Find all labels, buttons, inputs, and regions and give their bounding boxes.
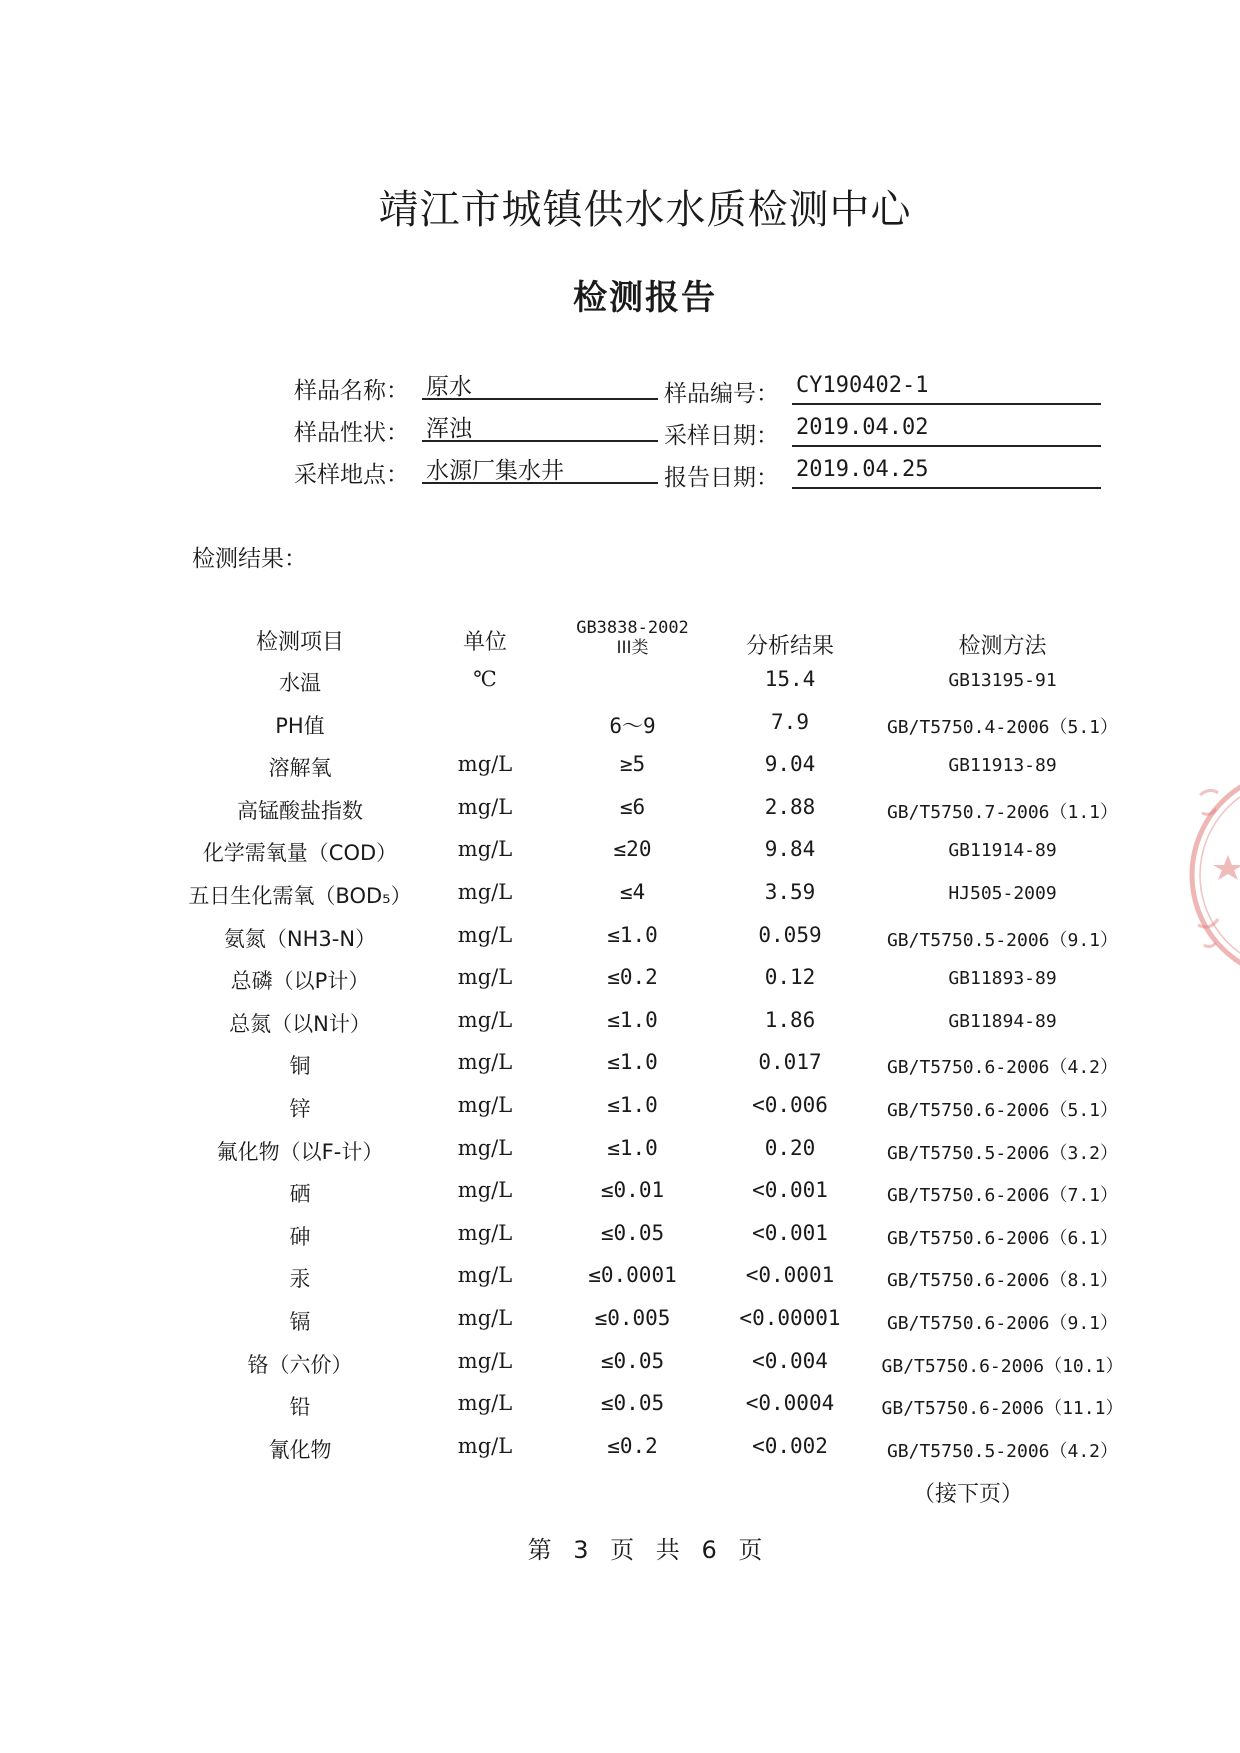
cell-standard: ≥5 [619, 752, 646, 777]
col-standard-header-line2: III类 [616, 638, 649, 658]
cell-standard: ≤1.0 [607, 1050, 658, 1075]
cell-method: GB11913-89 [948, 755, 1057, 777]
cell-standard: ≤0.005 [594, 1305, 671, 1330]
cell-unit: ℃ [473, 667, 497, 691]
cell-method: GB/T5750.5-2006（4.2） [886, 1440, 1119, 1462]
cell-unit: mg/L [457, 1220, 513, 1245]
page-number: 第 3 页 共 6 页 [527, 1536, 763, 1564]
cell-unit: mg/L [457, 1050, 513, 1075]
continued-note: （接下页） [913, 1482, 1024, 1507]
cell-standard: ≤0.05 [600, 1348, 665, 1373]
table-row [180, 667, 1080, 710]
table-row [180, 709, 1119, 753]
report-date-value: 2019.04.25 [792, 457, 1101, 489]
results-table [180, 615, 1124, 1476]
cell-item: 汞 [289, 1267, 311, 1292]
sampling-date-label: 采样日期： [664, 423, 779, 449]
cell-standard: ≤1.0 [607, 1135, 658, 1160]
cell-result: <0.004 [752, 1348, 828, 1373]
cell-standard: ≤1.0 [607, 922, 658, 947]
report-date-label: 报告日期： [664, 465, 779, 491]
cell-item: PH值 [275, 713, 325, 738]
cell-unit: mg/L [457, 1178, 513, 1203]
cell-method: GB/T5750.4-2006（5.1） [886, 716, 1119, 738]
cell-method: GB/T5750.6-2006（7.1） [886, 1185, 1119, 1207]
cell-result: <0.001 [752, 1178, 828, 1203]
cell-standard: ≤0.2 [607, 1433, 658, 1458]
sample-name-value: 原水 [422, 368, 658, 400]
table-row [180, 1391, 1124, 1434]
cell-result: <0.00001 [739, 1305, 841, 1330]
sampling-location-label: 采样地点： [294, 462, 409, 488]
cell-method: GB/T5750.6-2006（8.1） [886, 1270, 1119, 1292]
table-row [180, 1348, 1124, 1392]
cell-method: GB/T5750.6-2006（5.1） [886, 1099, 1119, 1121]
cell-item: 铬（六价） [247, 1352, 353, 1377]
table-row [180, 1220, 1119, 1264]
cell-result: 0.017 [758, 1050, 822, 1075]
cell-unit: mg/L [457, 1391, 513, 1416]
cell-unit: mg/L [457, 879, 513, 904]
cell-standard: ≤20 [613, 837, 652, 862]
cell-method: GB11914-89 [948, 840, 1057, 862]
cell-standard: ≤0.0001 [588, 1263, 677, 1288]
col-standard-header [550, 618, 715, 658]
cell-method: GB/T5750.6-2006（10.1） [881, 1355, 1124, 1377]
col-item-header: 检测项目 [255, 630, 344, 655]
cell-unit: mg/L [457, 1305, 513, 1330]
col-unit-header: 单位 [462, 630, 507, 655]
table-row [180, 1008, 1080, 1051]
col-standard-header-line1: GB3838-2002 [576, 618, 689, 638]
info-row-2 [0, 414, 1240, 450]
cell-unit: mg/L [457, 1007, 513, 1032]
table-row [180, 1135, 1119, 1179]
cell-result: 9.84 [764, 837, 816, 862]
cell-item: 高锰酸盐指数 [237, 798, 363, 823]
cell-result: 0.20 [764, 1135, 816, 1160]
table-header [180, 615, 1080, 667]
cell-unit: mg/L [457, 1348, 513, 1373]
cell-result: <0.002 [752, 1433, 828, 1458]
cell-result: 0.12 [764, 965, 816, 990]
cell-result: <0.006 [752, 1092, 828, 1117]
table-row [180, 1092, 1119, 1136]
table-row [180, 1433, 1119, 1477]
cell-item: 化学需氧量（COD） [202, 841, 398, 866]
cell-unit: mg/L [457, 837, 513, 862]
table-row [180, 1305, 1119, 1349]
table-body [180, 667, 1124, 1476]
cell-standard: ≤4 [619, 879, 646, 904]
cell-item: 氰化物 [268, 1437, 332, 1462]
results-section-label: 检测结果： [192, 546, 307, 572]
cell-item: 氟化物（以F-计） [216, 1139, 384, 1164]
cell-item: 锌 [289, 1096, 311, 1121]
cell-item: 镉 [289, 1309, 311, 1334]
table-row [180, 922, 1119, 966]
cell-item: 总氮（以N计） [229, 1011, 371, 1036]
cell-result: 3.59 [764, 879, 816, 904]
cell-result: 9.04 [764, 752, 816, 777]
cell-result: 7.9 [771, 709, 809, 734]
table-row [180, 1050, 1119, 1093]
cell-method: GB/T5750.6-2006（6.1） [886, 1227, 1119, 1249]
cell-result: 1.86 [764, 1007, 816, 1032]
table-row [180, 1178, 1119, 1221]
cell-standard: ≤0.05 [600, 1391, 665, 1416]
table-row [180, 1263, 1119, 1306]
cell-standard: ≤0.2 [607, 965, 658, 990]
sample-id-value: CY190402-1 [792, 373, 1101, 405]
cell-result: 2.88 [764, 794, 816, 819]
cell-result: 0.059 [758, 922, 822, 947]
cell-method: GB/T5750.6-2006（4.2） [886, 1057, 1119, 1079]
sampling-date-value: 2019.04.02 [792, 415, 1101, 447]
cell-unit: mg/L [457, 794, 513, 819]
cell-unit: mg/L [457, 1263, 513, 1288]
cell-result: <0.0001 [745, 1263, 835, 1288]
cell-unit: mg/L [457, 965, 513, 990]
report-title: 检测报告 [573, 278, 717, 318]
cell-standard: ≤6 [619, 794, 646, 819]
sample-state-value: 浑浊 [422, 410, 658, 442]
info-row-3 [0, 456, 1240, 492]
cell-method: GB/T5750.5-2006（3.2） [886, 1142, 1119, 1164]
cell-method: GB/T5750.7-2006（1.1） [886, 801, 1119, 823]
cell-method: GB13195-91 [948, 670, 1057, 691]
cell-unit: mg/L [457, 1092, 513, 1117]
cell-item: 氨氮（NH3-N） [223, 926, 377, 951]
cell-item: 砷 [289, 1224, 311, 1249]
cell-standard: 6～9 [609, 713, 656, 738]
cell-unit: mg/L [457, 1135, 513, 1160]
cell-result: <0.0004 [745, 1391, 835, 1416]
org-title: 靖江市城镇供水水质检测中心 [378, 187, 912, 233]
cell-unit: mg/L [457, 922, 513, 947]
cell-standard: ≤1.0 [607, 1007, 658, 1032]
col-result-header: 分析结果 [745, 634, 834, 659]
cell-item: 铜 [289, 1054, 311, 1079]
table-row [180, 965, 1080, 1008]
table-row [180, 752, 1080, 795]
cell-item: 水温 [279, 671, 321, 695]
cell-item: 五日生化需氧（BOD₅） [188, 883, 412, 908]
cell-standard: ≤1.0 [607, 1092, 658, 1117]
cell-item: 硒 [289, 1182, 311, 1207]
cell-result: 15.4 [764, 667, 816, 691]
cell-method: HJ505-2009 [948, 882, 1057, 904]
cell-standard: ≤0.05 [600, 1220, 665, 1245]
table-row [180, 794, 1119, 838]
table-row [180, 837, 1080, 880]
sample-id-label: 样品编号： [664, 381, 779, 407]
cell-method: GB/T5750.6-2006（9.1） [886, 1312, 1119, 1334]
sample-name-label: 样品名称： [294, 378, 409, 404]
table-row [180, 880, 1080, 923]
cell-unit: mg/L [457, 752, 513, 777]
cell-standard: ≤0.01 [600, 1178, 665, 1203]
sampling-location-value: 水源厂集水井 [422, 452, 658, 484]
cell-method: GB11894-89 [948, 1010, 1057, 1032]
sample-state-label: 样品性状： [294, 420, 409, 446]
cell-method: GB11893-89 [948, 968, 1057, 990]
cell-method: GB/T5750.5-2006（9.1） [886, 929, 1119, 951]
cell-item: 铅 [289, 1395, 311, 1420]
info-row-1 [0, 372, 1240, 408]
cell-result: <0.001 [752, 1220, 828, 1245]
cell-unit: mg/L [457, 1433, 513, 1458]
cell-item: 溶解氧 [268, 756, 332, 781]
red-seal-stamp-icon [1178, 755, 1240, 995]
cell-item: 总磷（以P计） [230, 969, 370, 994]
col-method-header: 检测方法 [958, 634, 1047, 659]
cell-method: GB/T5750.6-2006（11.1） [881, 1398, 1124, 1420]
